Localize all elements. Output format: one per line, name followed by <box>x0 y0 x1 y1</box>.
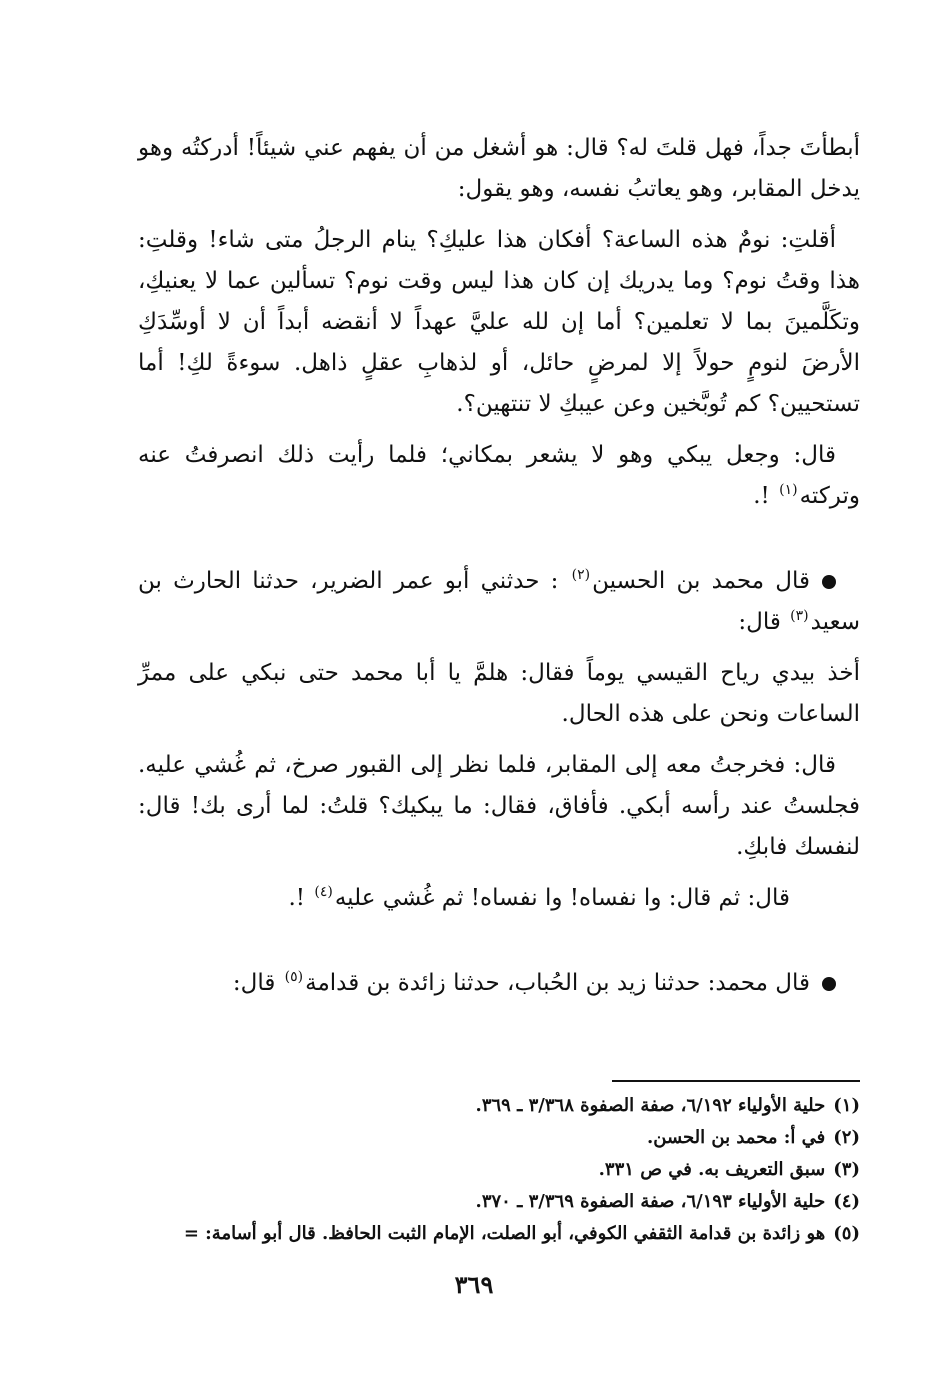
footnote-3 <box>138 1154 860 1186</box>
paragraph-3-text: قال: وجعل يبكي وهو لا يشعر بمكاني؛ فلما رأيت ذلك انصرفتُ عنه وتركته <box>138 442 860 509</box>
footnote-4 <box>138 1186 860 1218</box>
paragraph-7 <box>138 878 860 919</box>
footnote-ref-1: (١) <box>779 482 798 499</box>
paragraph-8-section <box>138 963 860 1004</box>
paragraph-7-text: قال: ثم قال: وا نفساه! وا نفساه! ثم غُشي عليه <box>334 885 790 911</box>
paragraph-3 <box>138 435 860 517</box>
paragraph-8-end: قال: <box>232 970 276 996</box>
paragraph-6 <box>138 745 860 868</box>
paragraph-7-end: !. <box>288 885 306 911</box>
paragraph-2-quote <box>138 220 860 425</box>
page-number: ٣٦٩ <box>454 1270 494 1299</box>
footnote-number: (٣) <box>833 1159 860 1180</box>
footnote-number: (٤) <box>833 1191 860 1212</box>
footnote-5 <box>138 1218 860 1250</box>
paragraph-5 <box>138 653 860 735</box>
paragraph-4-text-a: قال محمد بن الحسين <box>592 568 811 594</box>
footnote-text: حلية الأولياء ٦/١٩٣، صفة الصفوة ٣/٣٦٩ ـ ٣٧٠. <box>475 1191 826 1212</box>
paragraph-8-text: قال محمد: حدثنا زيد بن الحُباب، حدثنا زائدة بن قدامة <box>305 970 810 996</box>
footnote-ref-2: (٢) <box>571 567 591 584</box>
footnotes <box>138 1090 860 1250</box>
paragraph-1 <box>138 128 860 210</box>
footnote-text: هو زائدة بن قدامة الثقفي الكوفي، أبو الصلت، الإمام الثبت الحافظ. قال أبو أسامة: = <box>183 1223 826 1244</box>
footnote-number: (١) <box>833 1095 860 1116</box>
footnote-number: (٥) <box>833 1223 860 1244</box>
footnote-number: (٢) <box>833 1127 860 1148</box>
paragraph-2-text: أقلتِ: نومٌ هذه الساعة؟ أفكان هذا عليكِ؟ ينام الرجلُ متى شاء! وقلتِ: هذا وقتُ نوم؟ وما يدريك إن كان هذا ليس وقت نوم؟ تسألين عما لا يعنيكِ، وتكَلَّمينَ بما لا تعلمين؟ أما إن لله عليَّ عهداً لا أنقضه أبداً أن لا أوسِّدَكِ الأرضَ لنومٍ حولاً إلا لمرضٍ حائل، أو لذهابِ عقلٍ ذاهل. سوءةً لكِ! أما تستحيين؟ كم تُوبَّخين وعن عيبكِ لا تنتهين؟. <box>138 227 860 417</box>
paragraph-3-end: !. <box>753 483 770 509</box>
footnote-ref-5: (٥) <box>284 969 304 986</box>
paragraph-5-text: أخذ بيدي رياح القيسي يوماً فقال: هلمَّ يا أبا محمد حتى نبكي على ممرِّ الساعات ونحن على هذه الحال. <box>138 660 860 727</box>
paragraph-4-text-c: قال: <box>738 609 781 635</box>
footnote-text: في أ: محمد بن الحسن. <box>646 1127 826 1148</box>
footnote-ref-3: (٣) <box>790 608 809 625</box>
main-text <box>138 128 860 1014</box>
footnote-text: سبق التعريف به. في ص ٣٣١. <box>598 1159 826 1180</box>
footnote-divider <box>612 1080 860 1082</box>
paragraph-4-text-b: : حدثني أبو عمر الضرير، حدثنا الحارث بن سعيد <box>138 568 860 635</box>
footnote-2 <box>138 1122 860 1154</box>
footnote-1 <box>138 1090 860 1122</box>
bullet-icon <box>822 977 836 991</box>
paragraph-1-text: أبطأتَ جداً، فهل قلتَ له؟ قال: هو أشغل من أن يفهم عني شيئاً! أدركتُه وهو يدخل المقابر، وهو يعاتبُ نفسه، وهو يقول: <box>138 135 860 202</box>
footnote-ref-4: (٤) <box>314 884 333 901</box>
bullet-icon <box>822 575 836 589</box>
footnote-text: حلية الأولياء ٦/١٩٢، صفة الصفوة ٣/٣٦٨ ـ ٣٦٩. <box>475 1095 826 1116</box>
paragraph-6-text: قال: فخرجتُ معه إلى المقابر، فلما نظر إلى القبور صرخ، ثم غُشي عليه. فجلستُ عند رأسه أبكي. فأفاق، فقال: ما يبكيك؟ قلتُ: لما أرى بك! قال: لنفسك فابكِ. <box>138 752 860 860</box>
paragraph-4-section <box>138 561 860 643</box>
